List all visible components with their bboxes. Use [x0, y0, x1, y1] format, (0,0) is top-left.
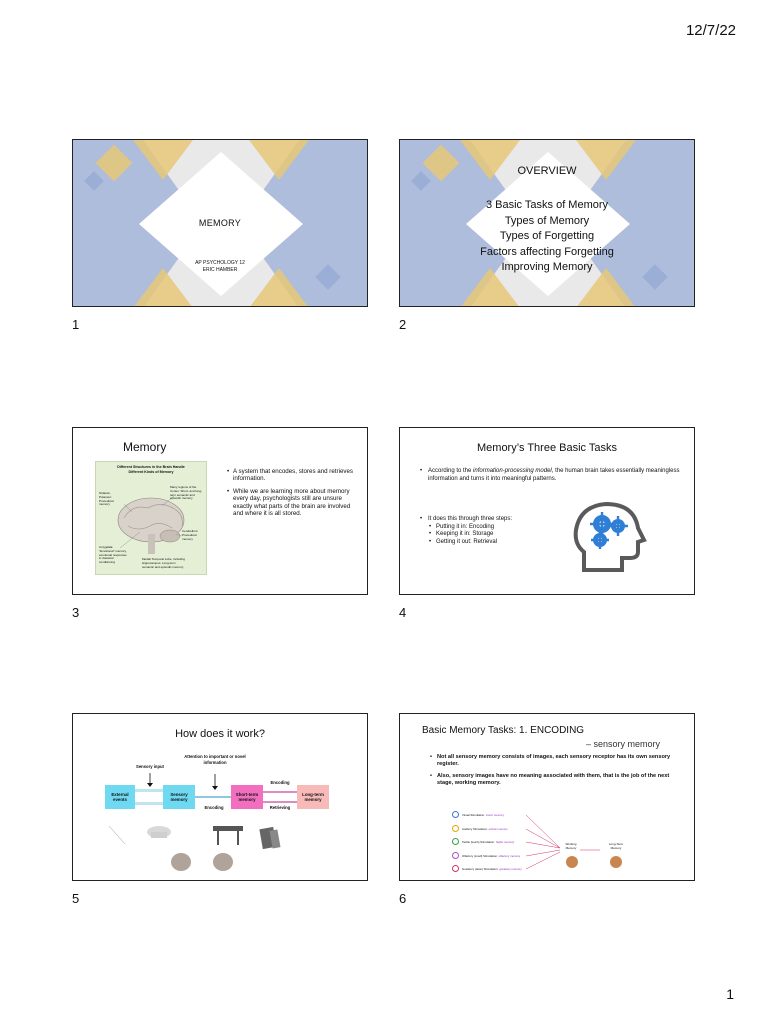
hand-icon — [452, 838, 459, 845]
box-short-term-memory: Short-term memory — [231, 785, 263, 809]
slide-2-heading: OVERVIEW — [517, 165, 577, 177]
slide-4-bullet-1: • According to the information-processing model, the human brain takes essentially meaningless information and turns it into meaningful patterns. — [420, 468, 680, 483]
mouth-icon — [452, 865, 459, 872]
slide-5-number: 5 — [72, 891, 80, 906]
label-amygdala: Amygdala: "Emotional" memory, emotional responses in classical conditioning — [99, 545, 127, 565]
box-long-term-memory: Long-term memory — [297, 785, 329, 809]
bullet-item: • Not all sensory memory consists of images, each sensory receptor has its own sensory register. — [430, 754, 682, 768]
ear-icon — [452, 825, 459, 832]
topic-item: Types of Memory — [504, 214, 590, 227]
bullet-item: • A system that encodes, stores and retrieves information. — [227, 468, 357, 483]
sensory-row: Olfactory (smell) Stimulation: olfactory memory — [452, 852, 520, 859]
sensory-row: Gustatory (taste) Stimulation: gustatory memory — [452, 865, 522, 872]
head-gears-icon — [572, 500, 652, 580]
step-item: • Getting it out: Retrieval — [420, 539, 590, 547]
label-encoding-top: Encoding — [270, 780, 290, 785]
handout-date: 12/7/22 — [685, 22, 736, 39]
slide-5-title: How does it work? — [175, 728, 265, 740]
brain-structures-figure — [95, 461, 207, 575]
eye-icon — [452, 811, 459, 818]
topic-item: 3 Basic Tasks of Memory — [485, 199, 609, 211]
box-external-events: External events — [105, 785, 135, 809]
label-striatum: Striatum, Putamen: Procedural memory — [99, 491, 114, 507]
step-item: • Keeping it in: Storage — [420, 531, 590, 539]
slide-2[interactable] — [399, 139, 695, 307]
sensory-row: Auditory Stimulation: echoic memory — [452, 825, 508, 832]
sensory-row: Tactile (touch) Stimulation: haptic memory — [452, 838, 514, 845]
slide-4-title: Memory’s Three Basic Tasks — [477, 442, 617, 454]
sensory-to-working-memory-diagram — [400, 714, 695, 881]
slide-1[interactable] — [72, 139, 368, 307]
label-encoding-bottom: Encoding — [204, 805, 224, 810]
figure-title: Different Structures in the Brain Handle Different Kinds of Memory — [117, 465, 185, 474]
nose-icon — [452, 852, 459, 859]
slide-4[interactable] — [399, 427, 695, 595]
slide-6-subtitle: – sensory memory — [586, 739, 661, 749]
slide-3[interactable] — [72, 427, 368, 595]
topic-item: Types of Forgetting — [499, 230, 595, 242]
slide-4-number: 4 — [399, 605, 407, 620]
slide-3-number: 3 — [72, 605, 80, 620]
label-long-term-memory: Long-Term Memory — [608, 842, 624, 850]
step-item: • Putting it in: Encoding — [420, 524, 590, 532]
label-retrieving: Retrieving — [269, 805, 291, 810]
slide-6-title: Basic Memory Tasks: 1. ENCODING — [422, 725, 585, 736]
slide-1-school: ERIC HAMBER — [202, 267, 238, 273]
slide-3-title: Memory — [123, 440, 167, 454]
slide-2-topic-list — [400, 198, 694, 276]
slide-6-number: 6 — [399, 891, 407, 906]
bullet-item: • While we are learning more about memory every day, psychologists still are unsure exactly what parts of the brain are involved and where it is all stored. — [227, 488, 357, 518]
slide-1-subtitle — [73, 260, 367, 274]
bullet-item: • Also, sensory images have no meaning associated with them, that is the job of the next stage, working memory. — [430, 773, 682, 787]
label-working-memory: Working Memory — [565, 842, 577, 850]
slide-3-bullets — [227, 468, 357, 522]
topic-item: Improving Memory — [501, 261, 593, 273]
slide-5[interactable] — [72, 713, 368, 881]
label-attention: Attention to important or novel information — [184, 754, 246, 765]
slide-1-course: AP PSYCHOLOGY 12 — [195, 260, 245, 266]
slide-1-number: 1 — [72, 317, 80, 332]
label-cortex: Many regions of the Cortex: Short- and long-term semantic and episodic memory — [170, 485, 203, 501]
sensory-row: Visual Stimulation: iconic memory — [452, 811, 504, 818]
label-cerebellum: Cerebellum: Procedural memory — [182, 529, 199, 541]
label-sensory-input: Sensory input — [136, 764, 164, 769]
slide-6[interactable] — [399, 713, 695, 881]
slide-1-title: MEMORY — [198, 218, 242, 228]
slide-4-bullet-2: • It does this through three steps: • Putting it in: Encoding • Keeping it in: Storage • Getting it out: Retrieval — [420, 516, 590, 546]
slide-2-number: 2 — [399, 317, 407, 332]
page-number: 1 — [726, 986, 734, 1002]
box-sensory-memory: Sensory memory — [163, 785, 195, 809]
topic-item: Factors affecting Forgetting — [480, 245, 614, 258]
label-medial-temporal: Medial Temporal Lobe, including Hippocampus: Long-term semantic and episodic memory — [142, 557, 185, 569]
